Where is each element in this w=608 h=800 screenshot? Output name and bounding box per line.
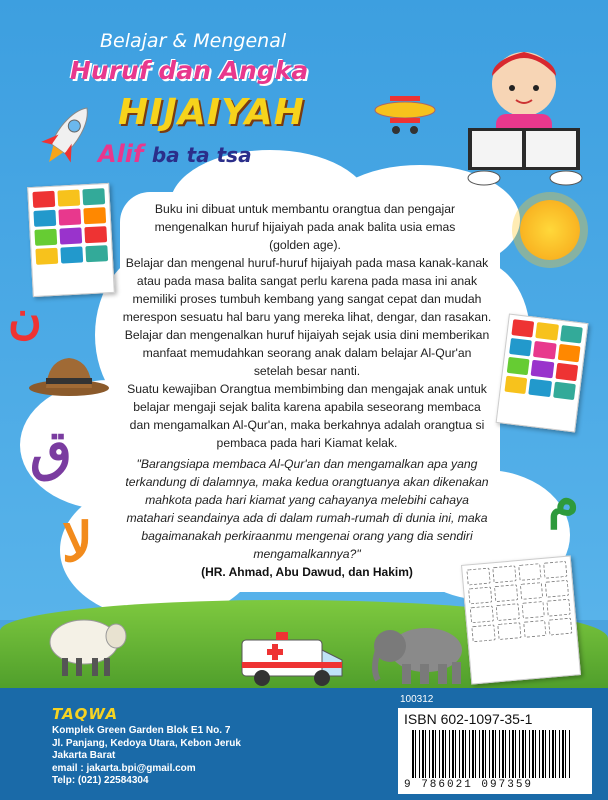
page-preview-card [27, 183, 115, 297]
title-line-2: Huruf dan Angka [70, 56, 309, 85]
elephant-icon [368, 620, 478, 688]
sheep-icon [40, 608, 130, 680]
email-line: email : jakarta.bpi@gmail.com [52, 762, 196, 774]
title-ba-ta-tsa: ba ta tsa [151, 143, 252, 167]
benefit-paragraph: Belajar dan mengenal huruf-huruf hijaiyah pada masa kanak-kanak atau pada masa balita sangat perlu karena pada masa ini anak memiliki proses tumbuh kembang yang sangat cepat dan mudah merespon sesuatu hal baru yang mereka lihat, dengar, dan rasakan. Belajar dan mengenalkan huruf hijaiyah sejak usia dini memberikan manfaat memudahkan seorang anak dalam belajar Al-Qur'an setelah besar nanti. [122, 256, 492, 378]
arabic-letter: ن [8, 290, 42, 344]
barcode-number: 9 786021 097359 [404, 779, 534, 791]
address-line: Komplek Green Garden Blok E1 No. 7 [52, 725, 231, 736]
arabic-letter: لا [62, 510, 93, 574]
title-line-1: Belajar & Mengenal [100, 30, 287, 52]
isbn-label: ISBN 602-1097-35-1 [404, 711, 533, 727]
arabic-letter: ق [30, 418, 72, 482]
title-alif: Alif [98, 140, 144, 168]
product-code: 100312 [400, 694, 434, 705]
publisher-logo: TAQWA [52, 705, 119, 723]
boy-reading-icon [462, 36, 592, 186]
address-line: Jl. Panjang, Kedoya Utara, Kebon Jeruk [52, 737, 241, 749]
sun-icon [520, 200, 580, 260]
hat-icon [26, 352, 112, 398]
publisher-address [52, 725, 241, 788]
phone-line: Telp: (021) 22584304 [52, 775, 149, 786]
ambulance-icon [238, 628, 346, 690]
intro-paragraph: Buku ini dibuat untuk membantu orangtua dan pengajar mengenalkan huruf hijaiyah pada anak balita usia emas (golden age). [154, 202, 456, 252]
rocket-icon [38, 100, 98, 170]
barcode-icon [412, 730, 572, 778]
arabic-letter: م [548, 470, 579, 529]
duty-paragraph: Suatu kewajiban Orangtua membimbing dan mengajak anak untuk belajar mengaji sejak balita karena apabila seseorang membaca dan mengamalkan Al-Qur'an, maka berkahnya adalah orangtua si pembaca pada hari Kiamat kelak. [127, 382, 487, 450]
title-line-3: HIJAIYAH [118, 92, 305, 133]
hadith-source: (HR. Ahmad, Abu Dawud, dan Hakim) [201, 565, 413, 579]
page-preview-card [496, 314, 589, 433]
hadith-quote: "Barangsiapa membaca Al-Qur'an dan mengamalkan apa yang terkandung di dalamnya, maka kedua orangtuanya akan dikenakan mahkota pada hari kiamat yang cahayanya melebihi cahaya matahari seandainya ada di dalam rumah-rumah di dunia ini, maka bagaimanakah perkiraanmu mengenai orang yang dia sendiri mengamalkannya?" [125, 457, 489, 561]
title-line-4 [98, 140, 252, 168]
address-line: Jakarta Barat [52, 750, 116, 761]
airplane-icon [370, 88, 440, 138]
